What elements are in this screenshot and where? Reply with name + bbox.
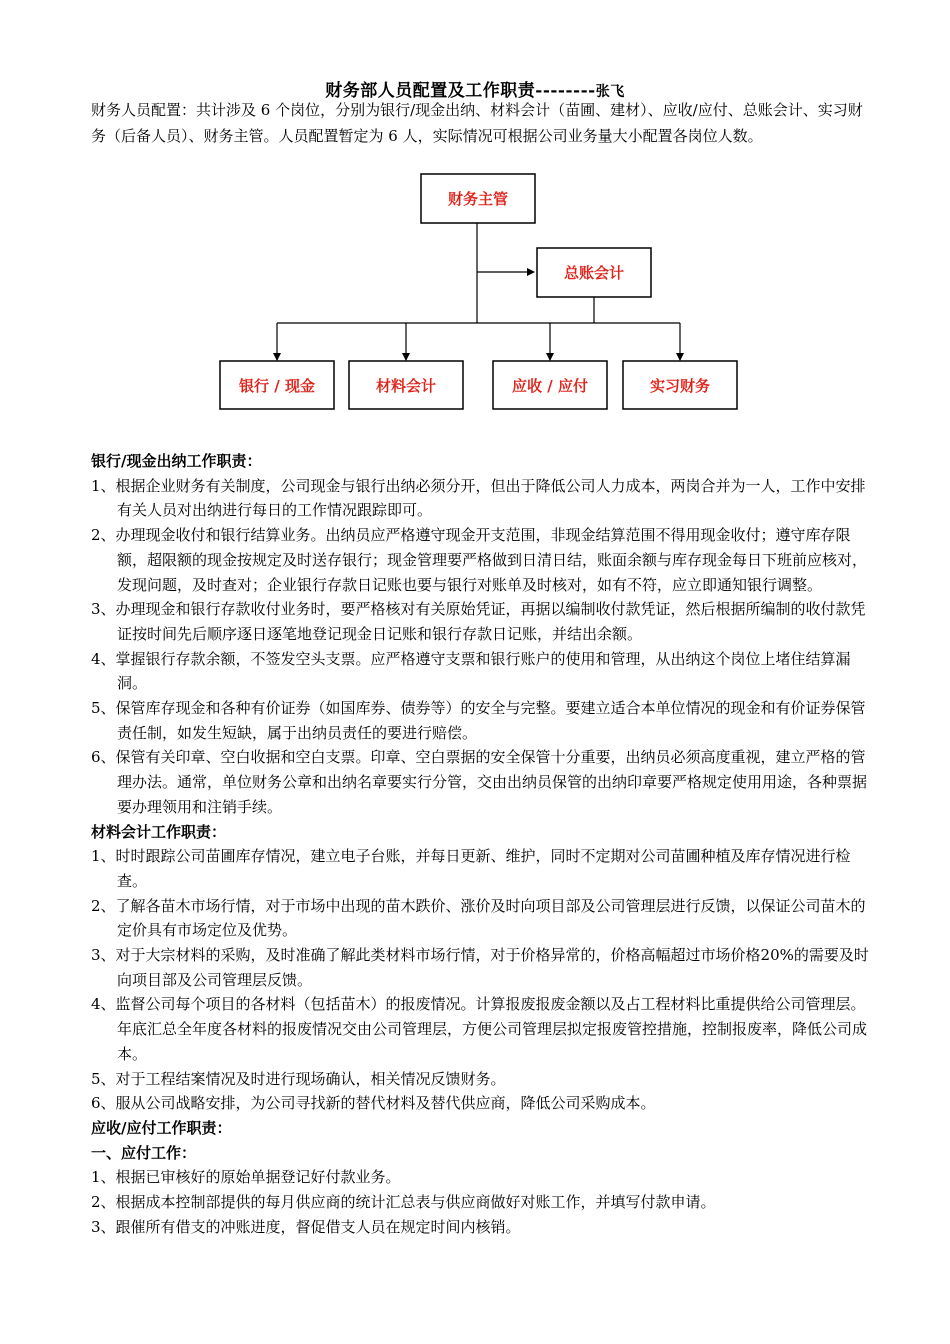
list-item: 2、根据成本控制部提供的每月供应商的统计汇总表与供应商做好对账工作，并填写付款申请。	[91, 1193, 716, 1212]
label-intern-finance: 实习财务	[649, 377, 711, 395]
section-heading-material-accountant: 材料会计工作职责：	[91, 822, 227, 841]
staffing-intro: 财务人员配置：共计涉及 6 个岗位，分别为银行/现金出纳、材料会计（苗圃、建材）、应收/应付、总账会计、实习财务（后备人员）、财务主管。人员配置暂定为 6 人，实际情况可根据公司业务量大小配置各岗位人数。	[91, 101, 863, 145]
list-item: 3、对于大宗材料的采购，及时准确了解此类材料市场行情，对于价格异常的，价格高幅超过市场价格20%的需要及时向项目部及公司管理层反馈。	[91, 946, 869, 989]
list-item: 6、保管有关印章、空白收据和空白支票。印章、空白票据的安全保管十分重要，出纳员必须高度重视，建立严格的管理办法。通常，单位财务公章和出纳名章要实行分管，交由出纳员保管的出纳印章要严格规定使用用途，各种票据要办理领用和注销手续。	[91, 748, 868, 816]
title-text: 财务部人员配置及工作职责--------	[325, 81, 596, 101]
section-heading-cashier: 银行/现金出纳工作职责：	[91, 452, 262, 470]
label-bank-cash: 银行 / 现金	[239, 377, 315, 395]
label-finance-head: 财务主管	[447, 190, 509, 208]
author-name: 张飞	[595, 84, 625, 100]
list-item: 3、办理现金和银行存款收付业务时，要严格核对有关原始凭证，再据以编制收付款凭证，然后根据所编制的收付款凭证按时间先后顺序逐日逐笔地登记现金日记账和银行存款日记账，并结出余额。	[91, 600, 866, 643]
list-item: 2、了解各苗木市场行情，对于市场中出现的苗木跌价、涨价及时向项目部及公司管理层进行反馈，以保证公司苗木的定价具有市场定位及优势。	[91, 896, 866, 940]
label-receivable-payable: 应收 / 应付	[512, 377, 588, 395]
list-item: 6、服从公司战略安排，为公司寻找新的替代材料及替代供应商，降低公司采购成本。	[91, 1094, 656, 1113]
list-item: 4、掌握银行存款余额，不签发空头支票。应严格遵守支票和银行账户的使用和管理，从出纳这个岗位上堵住结算漏洞。	[91, 649, 851, 693]
label-material-accountant: 材料会计	[375, 377, 437, 395]
list-item: 3、跟催所有借支的冲账进度，督促借支人员在规定时间内核销。	[91, 1217, 521, 1236]
section-heading-receivable-payable: 应收/应付工作职责：	[91, 1118, 232, 1137]
list-item: 4、监督公司每个项目的各材料（包括苗木）的报废情况。计算报废报废金额以及占工程材料比重提供给公司管理层。年底汇总全年度各材料的报废情况交由公司管理层，方便公司管理层拟定报废管控措施，控制报废率，降低公司成本。	[91, 995, 868, 1063]
list-item: 1、根据已审核好的原始单据登记好付款业务。	[91, 1168, 401, 1187]
subsection-heading-payable: 一、应付工作：	[91, 1143, 197, 1162]
list-item: 1、时时跟踪公司苗圃库存情况，建立电子台账，并每日更新、维护，同时不定期对公司苗圃种植及库存情况进行检查。	[91, 847, 851, 890]
list-item: 5、保管库存现金和各种有价证券（如国库券、债券等）的安全与完整。要建立适合本单位情况的现金和有价证券保管责任制，如发生短缺，属于出纳员责任的要进行赔偿。	[91, 699, 866, 742]
org-chart	[0, 0, 950, 440]
list-item: 2、办理现金收付和银行结算业务。出纳员应严格遵守现金开支范围，非现金结算范围不得用现金收付；遵守库存限额，超限额的现金按规定及时送存银行；现金管理要严格做到日清日结，账面余额与库存现金每日下班前应核对，发现问题，及时查对；企业银行存款日记账也要与银行对账单及时核对，如有不符，应立即通知银行调整。	[91, 526, 868, 594]
list-item: 1、根据企业财务有关制度，公司现金与银行出纳必须分开，但出于降低公司人力成本，两岗合并为一人，工作中安排有关人员对出纳进行每日的工作情况跟踪即可。	[91, 476, 866, 520]
list-item: 5、对于工程结案情况及时进行现场确认，相关情况反馈财务。	[91, 1069, 506, 1088]
label-general-ledger-accountant: 总账会计	[563, 264, 625, 282]
duties-content	[91, 449, 871, 1240]
